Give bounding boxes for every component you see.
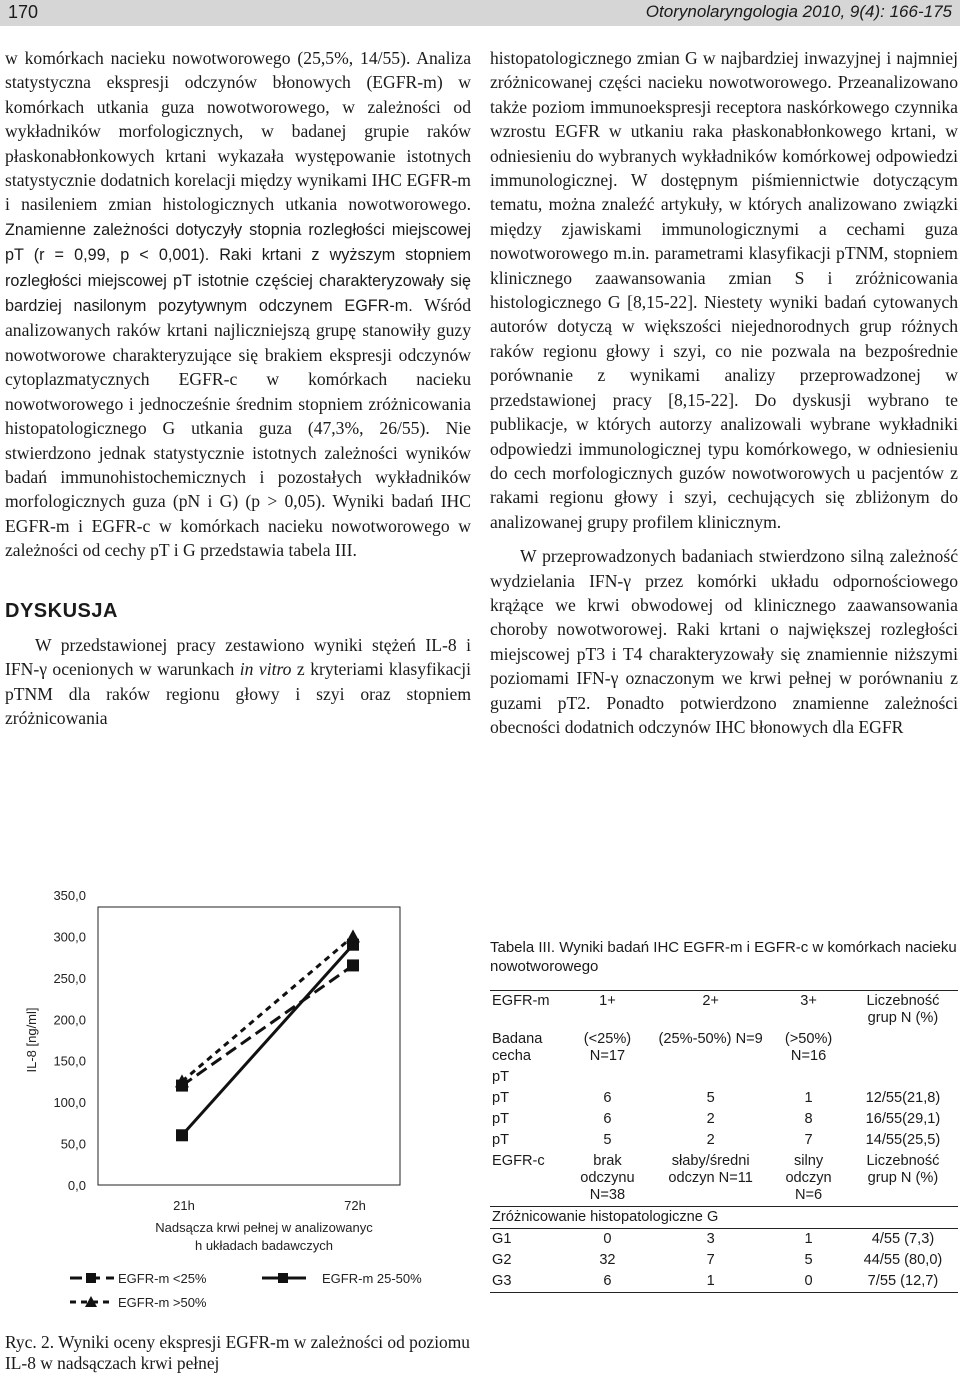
table-cell: (25%-50%) N=9 <box>658 1031 763 1047</box>
right-column <box>490 46 958 739</box>
table-cell: pT <box>492 1069 510 1085</box>
table-cell: 6 <box>603 1111 612 1127</box>
y-tick-label: 50,0 <box>60 1136 86 1152</box>
table-cell: brak odczynu N=38 <box>580 1153 635 1203</box>
table-cell: 5 <box>603 1132 612 1148</box>
table-cell <box>652 1067 769 1088</box>
table-cell: EGFR-c <box>492 1153 545 1169</box>
table-cell: silny odczyn N=6 <box>785 1153 832 1203</box>
table-cell: 2 <box>706 1111 715 1127</box>
table-cell: Badana cecha <box>492 1031 543 1064</box>
table-row <box>490 1151 958 1207</box>
table-cell: 14/55(25,5) <box>865 1132 941 1148</box>
table-cell: Zróżnicowanie histopatologiczne G <box>490 1207 958 1229</box>
table-cell: (>50%) N=16 <box>784 1031 833 1064</box>
x-tick-label: 72h <box>344 1198 366 1213</box>
table-cell <box>563 1067 652 1088</box>
table-cell: pT <box>492 1132 510 1148</box>
y-tick-label: 350,0 <box>53 888 86 903</box>
text-span: Wśród analizowanych raków krtani najliczniejszą grupę stanowiły guzy nowotworowe charakteryzujące się brakiem ekspresji odczynów cytoplazmatycznych EGFR-c w komórkach nacieku nowotworowego i jednocześnie średnim stopniem zróżnicowania histopatologicznego G utkania guza (47,3%, 26/55). Nie stwierdzono jednak statystycznie istotnych zależności wyników badań immunohistochemicznych i pozostałych wykładników morfologicznych guza (pN i G) (p > 0,05). Wyniki badań IHC EGFR-m i EGFR-c w komórkach nacieku nowotworowego w zależności od cechy pT i G przedstawia tabela III. <box>5 295 471 561</box>
table-cell: 3+ <box>769 991 848 1030</box>
table-row <box>490 1130 958 1151</box>
series-line <box>182 965 353 1085</box>
table-cell: G3 <box>490 1271 563 1293</box>
table-cell: 1 <box>652 1271 769 1293</box>
series-line <box>182 936 353 1081</box>
paragraph: histopatologicznego zmian G w najbardziej inwazyjnej i najmniej zróżnicowanej części nacieku nowotworowego. Przeanalizowano także poziom immunoekspresji receptora naskórkowego czynnika wzrostu EGFR w utkaniu raka płaskonabłonkowego krtani, w odniesieniu do wybranych wykładników komórkowej odpowiedzi immunologicznej. W dostępnym piśmiennictwie dotyczącym tematu, można znaleźć artykuły, w których analizowano związki między zjawiskami immunologicznymi a cechami guza nowotworowego m.in. parametrami klasyfikacji pTNM, stopniem klinicznego zaawansowania zmian S i zróżnicowania histologicznego G [8,15-22]. Niestety wyniki badań cytowanych autorów dotyczą w większości niejednorodnych grup różnych raków regionu głowy i szyi, co nie pozwala na bezpośrednie porównanie z wynikami analizy przeprowadzonej w przedstawionej pracy [8,15-22]. Do dyskusji wybrano te publikacje, w których autorzy analizowali wybrane wykładniki odpowiedzi immunologicznej typu komórkowego, w odniesieniu do cech morfologicznych guzów nowotworowych u pacjentów z rakami regionu głowy i szyi, cechujących się zbliżonym do analizowanej grupy profilem klinicznym. <box>490 48 958 532</box>
y-tick-label: 0,0 <box>67 1178 86 1193</box>
text-span: w komórkach nacieku nowotworowego (25,5%, 14/55). Analiza statystyczna ekspresji odczynów błonowych (EGFR-m) w komórkach utkania guza nowotworowego, w zależności od wykładników morfologicznych, w badanej grupie raków płaskonabłonkowych krtani wykazała występowanie istotnych statystycznie dodatnich korelacji między wynikami IHC EGFR-m i nasileniem zmian histologicznych utkania nowotworowego. <box>5 48 471 215</box>
table-cell: 2+ <box>652 991 769 1030</box>
legend-marker <box>278 1273 288 1283</box>
x-axis-label: Nadsącza krwi pełnej w analizowanyc <box>155 1220 373 1235</box>
table-cell: słaby/średni odczyn N=11 <box>668 1153 753 1186</box>
table-cell: 3 <box>706 1231 715 1247</box>
y-tick-label: 200,0 <box>53 1012 86 1028</box>
data-point <box>176 1129 188 1141</box>
table-row <box>490 1271 958 1293</box>
table-cell: pT <box>492 1090 510 1106</box>
data-point <box>346 929 360 942</box>
series-line <box>182 945 353 1136</box>
table-cell: G1 <box>492 1231 512 1247</box>
paragraph-results <box>5 46 471 563</box>
section-heading: DYSKUSJA <box>5 599 118 622</box>
figure-caption: Ryc. 2. Wyniki oceny ekspresji EGFR-m w zależności od poziomu IL-8 w nadsączach krwi pełnej <box>5 1332 470 1373</box>
table-cell: 5 <box>706 1090 715 1106</box>
y-axis-label: IL-8 [ng/ml] <box>24 1007 39 1073</box>
table-row <box>490 1029 958 1067</box>
table-cell: pT <box>492 1111 510 1127</box>
il8-line-chart <box>0 860 480 1330</box>
page-number: 170 <box>8 2 39 22</box>
table-cell: 2 <box>706 1132 715 1148</box>
paragraph: W przeprowadzonych badaniach stwierdzono silną zależność wydzielania IFN-γ przez komórki układu odpornościowego krążące we krwi obwodowej od klinicznego zaawansowania choroby nowotworowej. Raki krtani o największej rozległości miejscowej pT3 i T4 charakteryzowały się znamiennie niższymi poziomami IFN-γ oznaczonym we krwi pełnej w porównaniu z guzami pT2. Ponadto potwierdzono znamienne zależności obecności dodatnich odczynów IHC błonowych dla EGFR <box>490 546 958 737</box>
table-cell: 32 <box>599 1252 616 1268</box>
table-cell: 4/55 (7,3) <box>871 1231 935 1247</box>
table-row <box>490 1207 958 1229</box>
y-tick-label: 150,0 <box>53 1053 86 1069</box>
table-cell: 44/55 (80,0) <box>863 1252 943 1268</box>
table-row <box>490 991 958 1030</box>
table-cell: 0 <box>769 1271 848 1293</box>
table-cell: 16/55(29,1) <box>865 1111 941 1127</box>
table-cell <box>769 1067 848 1088</box>
left-column <box>5 46 471 731</box>
table-cell: 7 <box>706 1252 715 1268</box>
table-row <box>490 1067 958 1088</box>
page-header <box>0 0 960 26</box>
table-row <box>490 1229 958 1251</box>
table-cell: 6 <box>603 1090 612 1106</box>
data-point <box>347 959 359 971</box>
table-cell <box>848 1067 958 1088</box>
journal-citation: Otorynolaryngologia 2010, 9(4): 166-175 <box>645 2 952 21</box>
table-caption: Tabela III. Wyniki badań IHC EGFR-m i EGFR-c w komórkach nacieku nowotworowego <box>490 939 957 975</box>
legend-label: EGFR-m 25-50% <box>322 1271 422 1286</box>
table-cell <box>848 1029 958 1067</box>
table-cell: 1 <box>804 1231 813 1247</box>
table-cell: 7 <box>804 1132 813 1148</box>
x-tick-label: 21h <box>173 1198 195 1213</box>
table-cell: EGFR-m <box>490 991 563 1030</box>
table-cell: 0 <box>603 1231 612 1247</box>
y-tick-label: 300,0 <box>53 929 86 945</box>
text-span: Znamienne zależności dotyczyły stopnia rozległości miejscowej pT (r = 0,99, p < 0,001). <box>5 220 471 265</box>
table-cell: Liczebność grup N (%) <box>848 991 958 1030</box>
legend-marker <box>86 1273 96 1283</box>
y-tick-label: 100,0 <box>53 1095 86 1111</box>
legend-label: EGFR-m <25% <box>118 1271 207 1286</box>
table-cell: 5 <box>804 1252 813 1268</box>
paragraph-discussion: W przedstawionej pracy zestawiono wyniki stężeń IL-8 i IFN-γ ocenionych w warunkach in vitro z kryteriami klasyfikacji pTNM dla raków regionu głowy i szyi oraz stopniem zróżnicowania <box>5 634 471 729</box>
table-cell: 1 <box>804 1090 813 1106</box>
table-cell: Liczebność grup N (%) <box>866 1153 940 1186</box>
legend-label: EGFR-m >50% <box>118 1295 207 1310</box>
table-cell: 6 <box>563 1271 652 1293</box>
table-cell: 8 <box>804 1111 813 1127</box>
table-row <box>490 1250 958 1271</box>
x-axis-label: h układach badawczych <box>194 1238 334 1253</box>
table-cell: 12/55(21,8) <box>865 1090 941 1106</box>
table-cell: 7/55 (12,7) <box>848 1271 958 1293</box>
text-span: Raki krtani z wyższym stopniem rozległości miejscowej pT istotnie częściej charakteryzowały się bardziej nasilonym pozytywnym odczynem EGFR-m. <box>5 246 471 316</box>
table-cell: G2 <box>492 1252 512 1268</box>
table-cell: 1+ <box>563 991 652 1030</box>
results-table <box>490 990 958 1293</box>
table-row <box>490 1109 958 1130</box>
table-cell: (<25%) N=17 <box>583 1031 632 1064</box>
table-row <box>490 1088 958 1109</box>
y-tick-label: 250,0 <box>53 970 86 986</box>
